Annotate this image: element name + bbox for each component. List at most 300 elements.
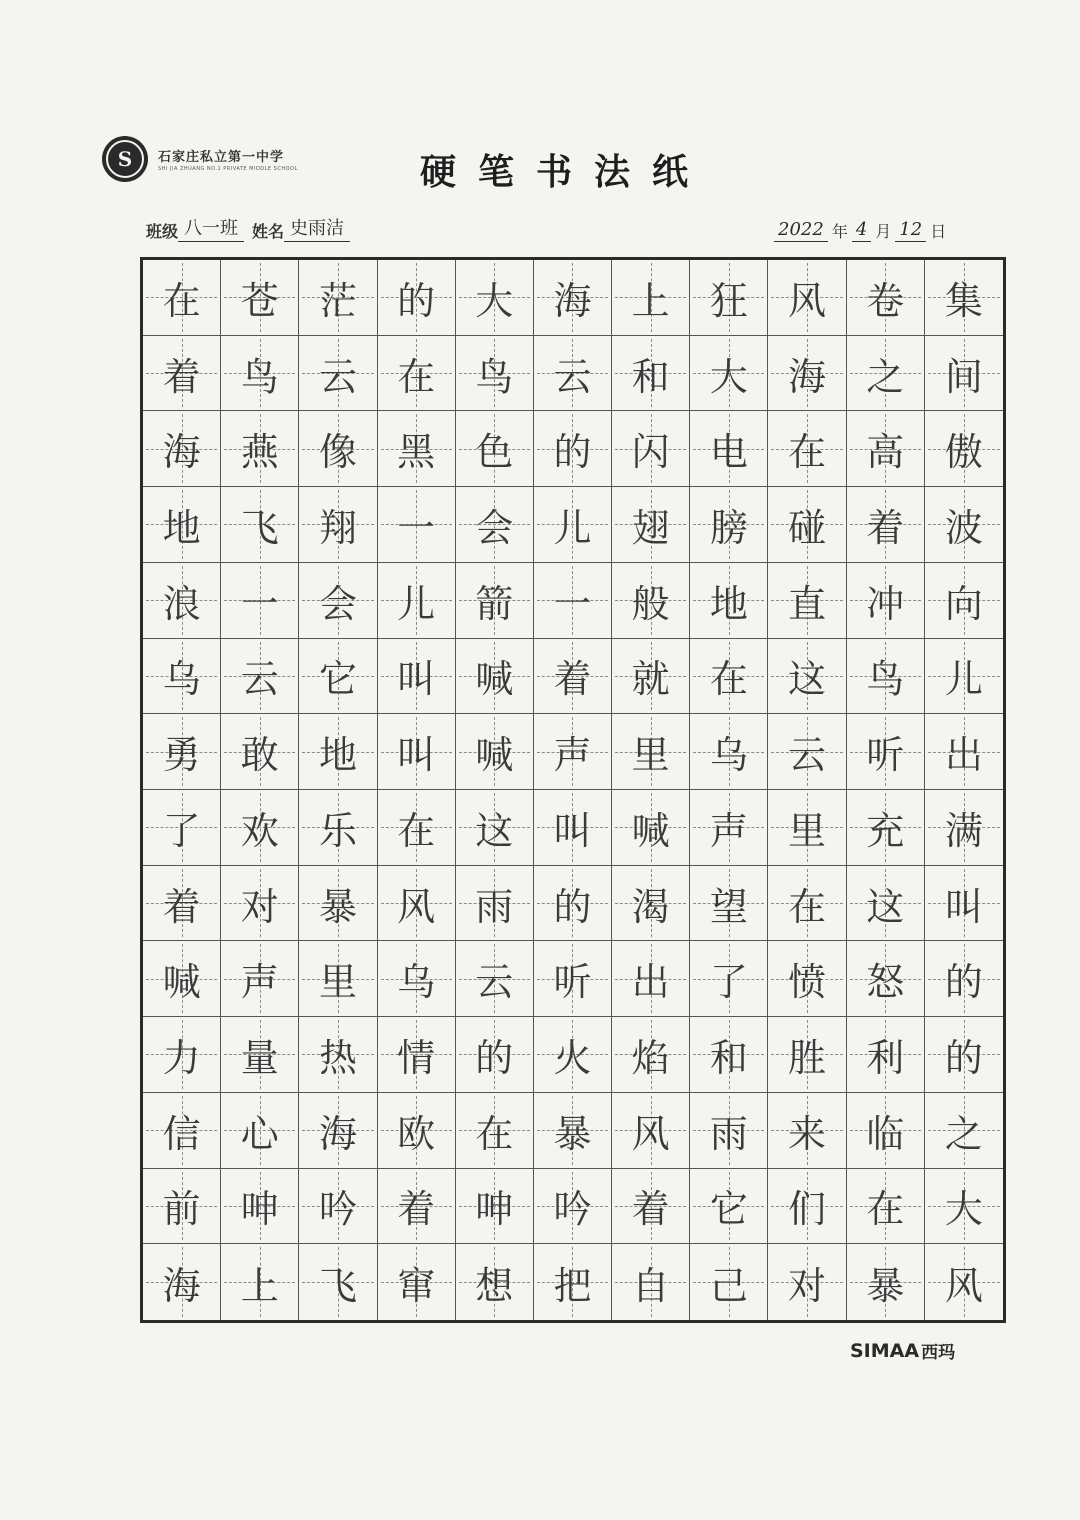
grid-character: 海 — [162, 430, 201, 475]
grid-character: 闪 — [631, 430, 670, 475]
date-info — [770, 214, 946, 242]
grid-character: 儿 — [397, 581, 436, 626]
grid-character: 燕 — [240, 430, 279, 475]
grid-character: 波 — [944, 505, 983, 550]
grid-character: 了 — [709, 960, 748, 1005]
grid-character: 声 — [709, 808, 748, 853]
grid-character: 在 — [475, 1111, 514, 1156]
grid-cell — [299, 411, 377, 487]
grid-character: 的 — [397, 278, 436, 323]
grid-cell — [143, 260, 221, 336]
grid-cell — [534, 563, 612, 639]
grid-character: 己 — [709, 1263, 748, 1308]
grid-character: 在 — [397, 808, 436, 853]
grid-character: 的 — [553, 884, 592, 929]
grid-cell — [768, 866, 846, 942]
grid-character: 卷 — [866, 278, 905, 323]
grid-cell — [299, 790, 377, 866]
grid-cell — [690, 790, 768, 866]
grid-character: 勇 — [162, 733, 201, 778]
brand-mark — [850, 1338, 955, 1363]
grid-cell — [612, 1169, 690, 1245]
grid-character: 之 — [866, 354, 905, 399]
grid-cell — [221, 336, 299, 412]
grid-character: 渴 — [631, 884, 670, 929]
grid-cell — [690, 260, 768, 336]
grid-cell — [143, 790, 221, 866]
grid-cell — [768, 563, 846, 639]
grid-character: 黑 — [397, 430, 436, 475]
grid-cell — [143, 336, 221, 412]
grid-character: 对 — [788, 1263, 827, 1308]
grid-cell — [690, 336, 768, 412]
day-label: 日 — [930, 222, 947, 241]
grid-character: 望 — [709, 884, 748, 929]
grid-cell — [456, 1017, 534, 1093]
grid-character: 上 — [240, 1263, 279, 1308]
grid-cell — [847, 487, 925, 563]
grid-character: 色 — [475, 430, 514, 475]
grid-cell — [690, 639, 768, 715]
grid-character: 像 — [318, 430, 357, 475]
grid-character: 风 — [631, 1111, 670, 1156]
grid-cell — [534, 411, 612, 487]
grid-cell — [690, 714, 768, 790]
grid-character: 地 — [318, 733, 357, 778]
grid-cell — [768, 1244, 846, 1320]
date-month: 4 — [852, 219, 871, 242]
grid-cell — [612, 1017, 690, 1093]
grid-character: 在 — [866, 1187, 905, 1232]
grid-character: 上 — [631, 278, 670, 323]
grid-character: 的 — [944, 1035, 983, 1080]
grid-cell — [299, 1169, 377, 1245]
grid-character: 暴 — [553, 1111, 592, 1156]
grid-cell — [143, 1093, 221, 1169]
grid-cell — [768, 260, 846, 336]
grid-cell — [221, 1093, 299, 1169]
grid-character: 量 — [240, 1035, 279, 1080]
grid-cell — [768, 714, 846, 790]
grid-cell — [221, 639, 299, 715]
grid-character: 叫 — [397, 657, 436, 702]
grid-character: 海 — [788, 354, 827, 399]
school-logo-mark: S — [106, 140, 144, 178]
month-label: 月 — [875, 222, 892, 241]
grid-character: 满 — [944, 808, 983, 853]
grid-cell — [299, 487, 377, 563]
grid-character: 焰 — [631, 1035, 670, 1080]
grid-cell — [612, 866, 690, 942]
grid-character: 风 — [944, 1263, 983, 1308]
grid-cell — [534, 1093, 612, 1169]
grid-cell — [690, 411, 768, 487]
grid-cell — [612, 411, 690, 487]
grid-character: 苍 — [240, 278, 279, 323]
grid-cell — [378, 639, 456, 715]
grid-cell — [456, 790, 534, 866]
grid-character: 飞 — [240, 505, 279, 550]
grid-cell — [221, 1169, 299, 1245]
grid-character: 里 — [318, 960, 357, 1005]
grid-cell — [378, 714, 456, 790]
grid-cell — [534, 336, 612, 412]
grid-character: 对 — [240, 884, 279, 929]
grid-cell — [847, 639, 925, 715]
class-label: 班级 — [146, 222, 179, 241]
grid-cell — [612, 790, 690, 866]
grid-cell — [378, 260, 456, 336]
student-info — [146, 214, 358, 242]
grid-character: 的 — [553, 430, 592, 475]
grid-cell — [847, 1093, 925, 1169]
grid-character: 前 — [162, 1187, 201, 1232]
grid-character: 鸟 — [240, 354, 279, 399]
grid-cell — [534, 1244, 612, 1320]
grid-cell — [847, 411, 925, 487]
grid-character: 乐 — [318, 808, 357, 853]
grid-character: 着 — [397, 1187, 436, 1232]
grid-cell — [690, 1244, 768, 1320]
grid-character: 之 — [944, 1111, 983, 1156]
grid-character: 敢 — [240, 733, 279, 778]
grid-cell — [612, 714, 690, 790]
grid-character: 喊 — [475, 657, 514, 702]
grid-character: 它 — [709, 1187, 748, 1232]
grid-character: 利 — [866, 1035, 905, 1080]
grid-character: 云 — [240, 657, 279, 702]
grid-cell — [768, 941, 846, 1017]
grid-cell — [690, 1017, 768, 1093]
grid-cell — [925, 563, 1003, 639]
grid-character: 向 — [944, 581, 983, 626]
grid-cell — [925, 790, 1003, 866]
grid-character: 它 — [318, 657, 357, 702]
grid-character: 云 — [788, 733, 827, 778]
grid-character: 着 — [162, 354, 201, 399]
grid-cell — [143, 941, 221, 1017]
grid-character: 在 — [709, 657, 748, 702]
grid-cell — [221, 487, 299, 563]
grid-cell — [612, 1244, 690, 1320]
grid-character: 呻 — [240, 1187, 279, 1232]
grid-cell — [612, 336, 690, 412]
grid-cell — [534, 487, 612, 563]
grid-cell — [534, 941, 612, 1017]
grid-cell — [847, 1244, 925, 1320]
grid-character: 地 — [162, 505, 201, 550]
grid-cell — [690, 563, 768, 639]
grid-character: 把 — [553, 1263, 592, 1308]
grid-cell — [534, 714, 612, 790]
grid-character: 海 — [162, 1263, 201, 1308]
grid-cell — [534, 260, 612, 336]
grid-character: 叫 — [397, 733, 436, 778]
grid-character: 云 — [475, 960, 514, 1005]
grid-character: 海 — [318, 1111, 357, 1156]
grid-cell — [299, 1093, 377, 1169]
grid-cell — [768, 1093, 846, 1169]
grid-character: 里 — [788, 808, 827, 853]
grid-cell — [456, 866, 534, 942]
grid-character: 信 — [162, 1111, 201, 1156]
grid-character: 冲 — [866, 581, 905, 626]
grid-cell — [143, 563, 221, 639]
brand-zh: 西玛 — [921, 1343, 956, 1363]
grid-cell — [456, 1169, 534, 1245]
grid-cell — [768, 1169, 846, 1245]
grid-character: 力 — [162, 1035, 201, 1080]
grid-character: 在 — [162, 278, 201, 323]
grid-cell — [299, 1244, 377, 1320]
grid-character: 地 — [709, 581, 748, 626]
grid-cell — [768, 336, 846, 412]
grid-cell — [299, 260, 377, 336]
grid-character: 大 — [709, 354, 748, 399]
grid-cell — [925, 411, 1003, 487]
grid-cell — [221, 411, 299, 487]
grid-cell — [768, 1017, 846, 1093]
grid-cell — [925, 336, 1003, 412]
grid-cell — [221, 941, 299, 1017]
grid-character: 着 — [162, 884, 201, 929]
grid-character: 和 — [709, 1035, 748, 1080]
grid-character: 箭 — [475, 581, 514, 626]
grid-cell — [456, 336, 534, 412]
grid-cell — [378, 1244, 456, 1320]
grid-cell — [768, 411, 846, 487]
brand-en: SIMAA — [850, 1339, 920, 1362]
grid-character: 云 — [318, 354, 357, 399]
grid-cell — [143, 411, 221, 487]
grid-cell — [143, 714, 221, 790]
grid-cell — [847, 941, 925, 1017]
grid-character: 喊 — [631, 808, 670, 853]
grid-character: 心 — [240, 1111, 279, 1156]
grid-cell — [143, 487, 221, 563]
grid-cell — [534, 1017, 612, 1093]
date-day: 12 — [895, 219, 926, 242]
grid-cell — [456, 411, 534, 487]
grid-cell — [690, 941, 768, 1017]
grid-character: 鸟 — [866, 657, 905, 702]
grid-character: 充 — [866, 808, 905, 853]
grid-cell — [378, 790, 456, 866]
grid-cell — [221, 1017, 299, 1093]
grid-cell — [143, 1017, 221, 1093]
grid-cell — [143, 1169, 221, 1245]
grid-cell — [847, 260, 925, 336]
grid-character: 的 — [475, 1035, 514, 1080]
grid-cell — [612, 1093, 690, 1169]
grid-character: 集 — [944, 278, 983, 323]
grid-cell — [378, 563, 456, 639]
school-logo — [102, 136, 148, 182]
grid-character: 欢 — [240, 808, 279, 853]
grid-character: 翅 — [631, 505, 670, 550]
grid-character: 般 — [631, 581, 670, 626]
grid-character: 火 — [553, 1035, 592, 1080]
grid-character: 这 — [475, 808, 514, 853]
grid-character: 吟 — [318, 1187, 357, 1232]
grid-cell — [847, 790, 925, 866]
grid-cell — [847, 1017, 925, 1093]
grid-character: 碰 — [788, 505, 827, 550]
grid-cell — [143, 866, 221, 942]
grid-character: 浪 — [162, 581, 201, 626]
grid-cell — [456, 487, 534, 563]
grid-cell — [456, 1093, 534, 1169]
grid-cell — [378, 1093, 456, 1169]
grid-cell — [925, 866, 1003, 942]
grid-cell — [378, 487, 456, 563]
grid-character: 会 — [318, 581, 357, 626]
grid-character: 狂 — [709, 278, 748, 323]
grid-character: 一 — [397, 505, 436, 550]
grid-cell — [299, 336, 377, 412]
grid-character: 暴 — [866, 1263, 905, 1308]
name-label: 姓名 — [252, 222, 285, 241]
grid-character: 着 — [553, 657, 592, 702]
page-title: 硬笔书法纸 — [420, 151, 711, 193]
grid-character: 鸟 — [475, 354, 514, 399]
grid-cell — [847, 866, 925, 942]
grid-character: 飞 — [318, 1263, 357, 1308]
grid-character: 乌 — [709, 733, 748, 778]
grid-character: 喊 — [162, 960, 201, 1005]
grid-character: 乌 — [397, 960, 436, 1005]
grid-character: 吟 — [553, 1187, 592, 1232]
grid-character: 听 — [866, 733, 905, 778]
grid-cell — [456, 1244, 534, 1320]
grid-character: 一 — [240, 581, 279, 626]
grid-cell — [925, 1093, 1003, 1169]
grid-character: 着 — [866, 505, 905, 550]
grid-cell — [612, 260, 690, 336]
grid-character: 叫 — [944, 884, 983, 929]
grid-cell — [299, 941, 377, 1017]
grid-character: 自 — [631, 1263, 670, 1308]
grid-character: 出 — [944, 733, 983, 778]
grid-character: 里 — [631, 733, 670, 778]
grid-cell — [456, 260, 534, 336]
grid-cell — [847, 1169, 925, 1245]
grid-character: 间 — [944, 354, 983, 399]
name-value: 史雨洁 — [284, 214, 350, 242]
grid-cell — [456, 714, 534, 790]
grid-cell — [925, 941, 1003, 1017]
grid-cell — [925, 1244, 1003, 1320]
grid-character: 直 — [788, 581, 827, 626]
grid-character: 的 — [944, 960, 983, 1005]
grid-character: 叫 — [553, 808, 592, 853]
grid-character: 情 — [397, 1035, 436, 1080]
grid-character: 膀 — [709, 505, 748, 550]
grid-character: 来 — [788, 1111, 827, 1156]
grid-cell — [534, 639, 612, 715]
grid-cell — [925, 639, 1003, 715]
grid-character: 会 — [475, 505, 514, 550]
grid-cell — [456, 563, 534, 639]
grid-cell — [925, 487, 1003, 563]
grid-cell — [143, 1244, 221, 1320]
writing-grid — [140, 257, 1006, 1323]
grid-cell — [456, 639, 534, 715]
grid-character: 出 — [631, 960, 670, 1005]
grid-character: 大 — [944, 1187, 983, 1232]
grid-character: 雨 — [475, 884, 514, 929]
grid-character: 们 — [788, 1187, 827, 1232]
grid-cell — [847, 714, 925, 790]
school-name-en: SHI JIA ZHUANG NO.1 PRIVATE MIDDLE SCHOOL — [158, 166, 298, 172]
grid-cell — [768, 487, 846, 563]
grid-character: 在 — [788, 884, 827, 929]
year-label: 年 — [831, 222, 848, 241]
grid-character: 愤 — [788, 960, 827, 1005]
grid-cell — [221, 866, 299, 942]
grid-character: 高 — [866, 430, 905, 475]
grid-cell — [612, 563, 690, 639]
grid-cell — [221, 260, 299, 336]
grid-cell — [299, 714, 377, 790]
grid-cell — [925, 714, 1003, 790]
grid-cell — [534, 866, 612, 942]
grid-character: 听 — [553, 960, 592, 1005]
grid-cell — [378, 1017, 456, 1093]
grid-character: 声 — [553, 733, 592, 778]
grid-character: 临 — [866, 1111, 905, 1156]
grid-character: 风 — [397, 884, 436, 929]
grid-cell — [299, 1017, 377, 1093]
grid-cell — [534, 1169, 612, 1245]
grid-character: 风 — [788, 278, 827, 323]
grid-cell — [612, 639, 690, 715]
grid-character: 大 — [475, 278, 514, 323]
grid-character: 翔 — [318, 505, 357, 550]
grid-cell — [378, 411, 456, 487]
grid-character: 电 — [709, 430, 748, 475]
grid-character: 这 — [788, 657, 827, 702]
grid-character: 这 — [866, 884, 905, 929]
date-year: 2022 — [774, 219, 828, 242]
grid-character: 和 — [631, 354, 670, 399]
grid-character: 海 — [553, 278, 592, 323]
grid-cell — [221, 563, 299, 639]
grid-cell — [612, 487, 690, 563]
grid-cell — [456, 941, 534, 1017]
grid-character: 在 — [788, 430, 827, 475]
grid-character: 怒 — [866, 960, 905, 1005]
grid-character: 暴 — [318, 884, 357, 929]
grid-character: 儿 — [553, 505, 592, 550]
grid-cell — [221, 790, 299, 866]
grid-cell — [378, 941, 456, 1017]
grid-character: 儿 — [944, 657, 983, 702]
grid-cell — [143, 639, 221, 715]
class-value: 八一班 — [178, 214, 244, 242]
grid-cell — [299, 866, 377, 942]
grid-cell — [690, 1169, 768, 1245]
grid-character: 窜 — [397, 1263, 436, 1308]
grid-cell — [299, 639, 377, 715]
grid-character: 热 — [318, 1035, 357, 1080]
grid-cell — [378, 336, 456, 412]
grid-character: 了 — [162, 808, 201, 853]
grid-cell — [925, 260, 1003, 336]
grid-character: 欧 — [397, 1111, 436, 1156]
grid-cell — [847, 563, 925, 639]
grid-cell — [925, 1169, 1003, 1245]
